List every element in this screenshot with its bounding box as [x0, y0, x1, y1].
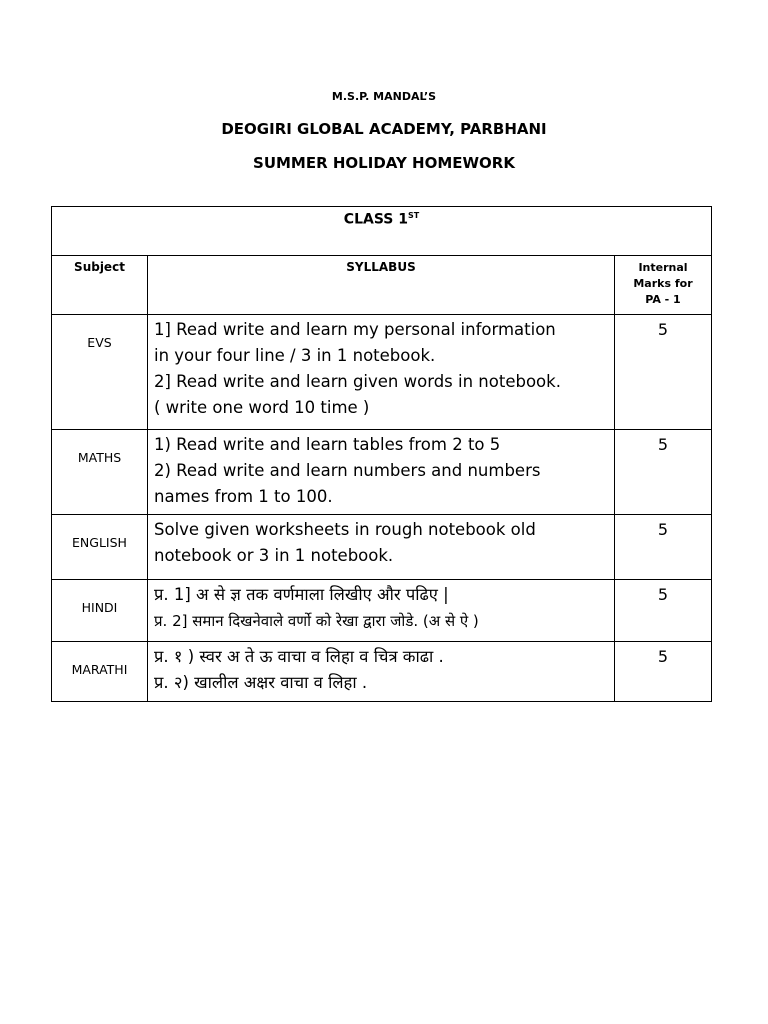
syllabus-line: ( write one word 10 time ) [154, 398, 370, 417]
syllabus-line: 2) Read write and learn numbers and numbers [154, 461, 541, 480]
subject-cell: ENGLISH [52, 515, 148, 580]
class-label: CLASS 1 [343, 211, 408, 228]
class-superscript: ST [407, 211, 420, 220]
marks-cell: 5 [615, 430, 712, 515]
subject-cell: MATHS [52, 430, 148, 515]
syllabus-line: प्र. 2] समान दिखनेवाले वर्णो को रेखा द्वारा जोडे. (अ से ऐ ) [154, 612, 479, 630]
syllabus-cell [148, 642, 615, 702]
syllabus-line: 1] Read write and learn my personal information [154, 320, 556, 339]
syllabus-line: 1) Read write and learn tables from 2 to 5 [154, 435, 501, 454]
table-row [52, 515, 712, 580]
org-name: M.S.P. MANDAL’S [331, 90, 437, 103]
marks-header-line: Marks for [633, 277, 693, 290]
marks-column-header [615, 256, 712, 315]
class-heading [52, 207, 712, 256]
subject-cell: EVS [52, 315, 148, 430]
document-title: SUMMER HOLIDAY HOMEWORK [253, 154, 515, 172]
school-name: DEOGIRI GLOBAL ACADEMY, PARBHANI [221, 120, 547, 138]
marks-cell: 5 [615, 580, 712, 642]
class-row [52, 207, 712, 256]
table-row [52, 580, 712, 642]
syllabus-cell [148, 580, 615, 642]
syllabus-line: names from 1 to 100. [154, 487, 333, 506]
table-row [52, 642, 712, 702]
marks-cell: 5 [615, 315, 712, 430]
syllabus-cell [148, 515, 615, 580]
syllabus-line: notebook or 3 in 1 notebook. [154, 546, 394, 565]
syllabus-line: in your four line / 3 in 1 notebook. [154, 346, 436, 365]
marks-header-line: PA - 1 [645, 293, 681, 306]
syllabus-cell [148, 315, 615, 430]
marks-header-line: Internal [638, 261, 688, 274]
syllabus-line: प्र. २) खालील अक्षर वाचा व लिहा . [154, 673, 368, 692]
subject-cell: HINDI [52, 580, 148, 642]
syllabus-line: 2] Read write and learn given words in notebook. [154, 372, 561, 391]
syllabus-column-header: SYLLABUS [148, 256, 615, 315]
table-row [52, 430, 712, 515]
header-row [52, 256, 712, 315]
subject-cell: MARATHI [52, 642, 148, 702]
marks-cell: 5 [615, 642, 712, 702]
homework-table [51, 206, 712, 702]
syllabus-line: Solve given worksheets in rough notebook old [154, 520, 536, 539]
syllabus-line: प्र. 1] अ से ज्ञ तक वर्णमाला लिखीए और पढिए | [154, 585, 449, 604]
table-row [52, 315, 712, 430]
subject-column-header: Subject [52, 256, 148, 315]
syllabus-line: प्र. १ ) स्वर अ ते ऊ वाचा व लिहा व चित्र काढा . [154, 647, 444, 666]
syllabus-cell [148, 430, 615, 515]
marks-cell: 5 [615, 515, 712, 580]
